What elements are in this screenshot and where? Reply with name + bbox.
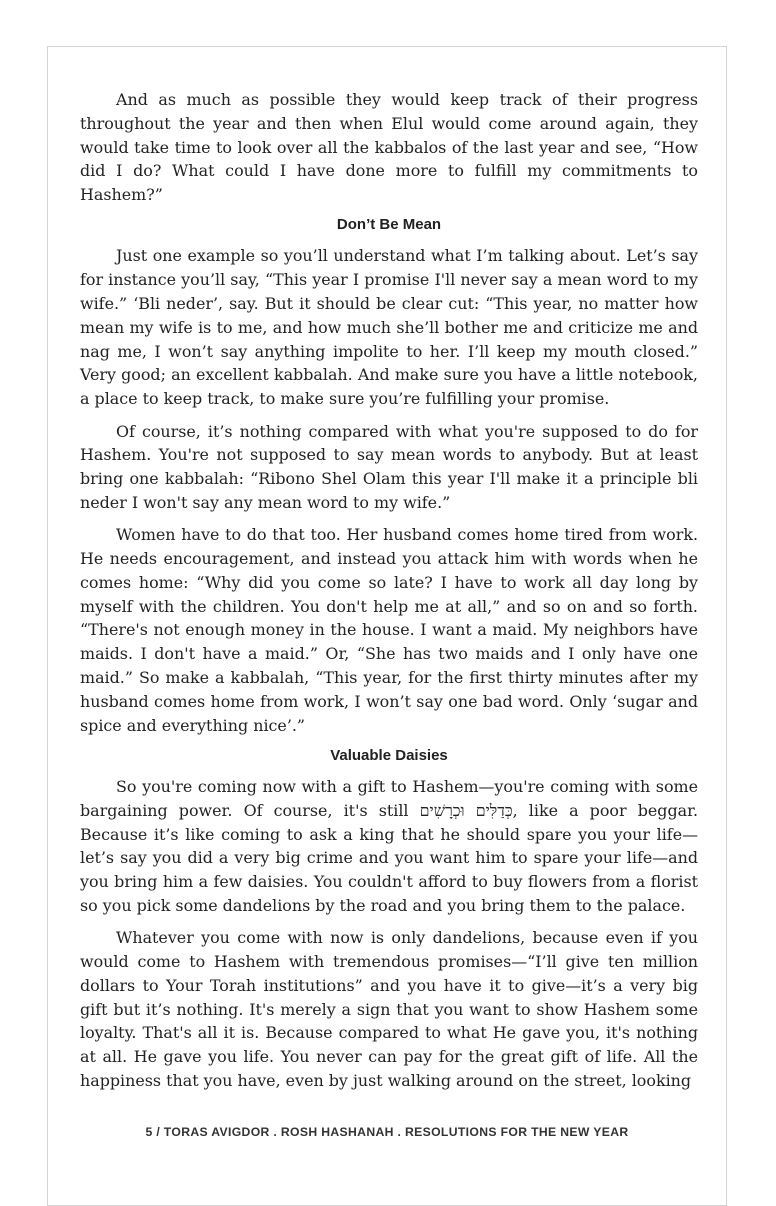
section-heading: Valuable Daisies: [330, 746, 448, 764]
paragraph-text: So you're coming now with a gift to Hashem—you're coming with some bargaining power. Of course, it's still: [80, 776, 698, 820]
paragraph-text: , like a poor beggar. Because it’s like coming to ask a king that he should spare you your life—let’s say you did a very big crime and you want him to spare your life—and you bring him a few daisies. You couldn't afford to buy flowers from a florist so you pick some dandelions by the road and you bring them to the palace.: [80, 800, 698, 915]
paragraph: Of course, it’s nothing compared with what you're supposed to do for Hashem. You're not supposed to say mean words to anybody. But at least bring one kabbalah: “Ribono Shel Olam this year I'll make it a principle bli neder I won't say any mean word to my wife.”: [80, 421, 698, 512]
paragraph: Women have to do that too. Her husband comes home tired from work. He needs encouragement, and instead you attack him with words when he comes home: “Why did you come so late? I have to work all day long by myself with the children. You don't help me at all,” and so on and so forth. “There's not enough money in the house. I want a maid. My neighbors have maids. I don't have a maid.” Or, “She has two maids and I only have one maid.” So make a kabbalah, “This year, for the first thirty minutes after my husband comes home from work, I won’t say one bad word. Only ‘sugar and spice and everything nice’.”: [80, 525, 698, 735]
paragraph: [80, 775, 698, 918]
hebrew-phrase: כְּדַלִּים וּכְרָשִׁים: [419, 800, 513, 820]
paragraph: Just one example so you’ll understand what I’m talking about. Let’s say for instance you’ll say, “This year I promise I'll never say a mean word to my wife.” ‘Bli neder’, say. But it should be clear cut: “This year, no matter how mean my wife is to me, and how much she’ll bother me and criticize me and nag me, I won’t say anything impolite to her. I’ll keep my mouth closed.” Very good; an excellent kabbalah. And make sure you have a little notebook, a place to keep track, to make sure you’re fulfilling your promise.: [80, 246, 698, 409]
section-heading: Don’t Be Mean: [336, 216, 442, 234]
page-footer: 5 / TORAS AVIGDOR . ROSH HASHANAH . RESOLUTIONS FOR THE NEW YEAR: [145, 1125, 629, 1139]
paragraph: And as much as possible they would keep track of their progress throughout the year and then when Elul would come around again, they would take time to look over all the kabbalos of the last year and see, “How did I do? What could I have done more to fulfill my commitments to Hashem?”: [80, 90, 698, 205]
paragraph: Whatever you come with now is only dandelions, because even if you would come to Hashem with tremendous promises—“I’ll give ten million dollars to Your Torah institutions” and you have it to give—it’s a very big gift but it’s nothing. It's merely a sign that you want to show Hashem some loyalty. That's all it is. Because compared to what He gave you, it's nothing at all. He gave you life. You never can pay for the great gift of life. All the happiness that you have, even by just walking around on the street, looking: [80, 928, 698, 1090]
page-body: [80, 88, 698, 1101]
